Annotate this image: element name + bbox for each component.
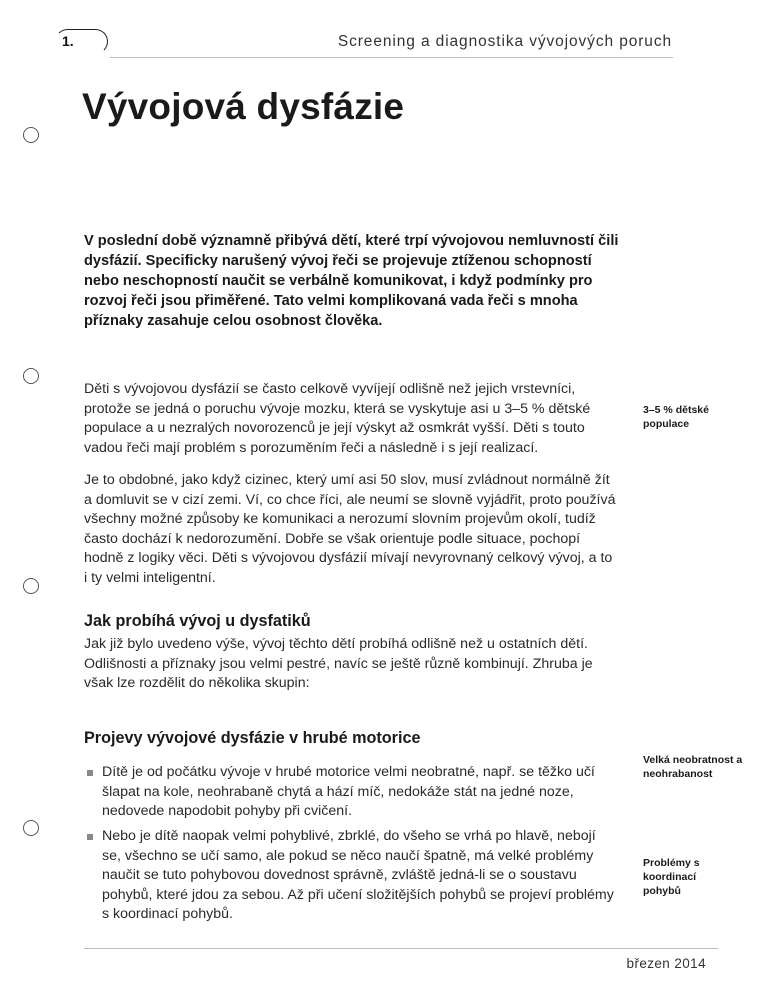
footer-date: březen 2014 — [626, 956, 706, 971]
binder-hole — [23, 820, 39, 836]
page-title: Vývojová dysfázie — [82, 86, 405, 127]
list-item — [84, 763, 614, 822]
body-paragraph: Děti s vývojovou dysfázií se často celkově vyvíjejí odlišně než jejich vrstevníci, protože se jedná o poruchu vývoje mozku, která se vyskytuje asi u 3–5 % dětské populace a u nezralých novorozenců je její výskyt až osmkrát vyšší. Děti s touto vadou řeči mají problém s porozuměním řeči a následně i s její realizací. — [84, 381, 591, 456]
margin-note: 3–5 % dětské populace — [643, 404, 709, 430]
section-heading: Projevy vývojové dysfázie v hrubé motorice — [84, 729, 421, 747]
section-heading: Jak probíhá vývoj u dysfatiků — [84, 612, 311, 630]
section-intro: Jak již bylo uvedeno výše, vývoj těchto dětí probíhá odlišně než u ostatních dětí. Odlišnosti a příznaky jsou velmi pestré, navíc se ještě různě kombinují. Zhruba je však lze rozdělit do několika skupin: — [84, 636, 593, 692]
binder-hole — [23, 368, 39, 384]
body-paragraph: Je to obdobné, jako když cizinec, který umí asi 50 slov, musí zvládnout normálně žít a domluvit se v cizí zemi. Ví, co chce říci, ale neumí se slovně vyjádřit, proto používá všechny možné způsoby ke komunikaci a nerozumí slovním projevům okolí, tudíž často dochází k nedorozumění. Dobře se však orientuje podle situace, pochopí hodně z logiky věci. Děti s vývojovou dysfázií mívají nevyrovnaný celkový vývoj, a to i ty velmi inteligentní. — [84, 472, 616, 586]
binder-hole — [23, 578, 39, 594]
list-item-text: Dítě je od počátku vývoje v hrubé motorice velmi neobratné, např. se těžko učí šlapat na kole, neohrabaně chytá a hází míč, nedokáže stát na jedné noze, nedovede napodobit pohyby při cvičení. — [102, 764, 595, 820]
margin-note: Problémy s koordinací pohybů — [643, 857, 700, 897]
list-item-text: Nebo je dítě naopak velmi pohyblivé, zbrklé, do všeho se vrhá po hlavě, nebojí se, všechno se učí samo, ale pokud se něco naučí špatně, má velké problémy naučit se tuto pohybovou dovednost správně, zvláště jedná-li se o soustavu pohybů, které jdou za sebou. Až při učení složitějších pohybů se projeví problémy s koordinací pohybů. — [102, 828, 614, 923]
bullet-square-icon — [87, 834, 93, 840]
header-divider — [110, 57, 673, 58]
bullet-square-icon — [87, 770, 93, 776]
footer-divider — [84, 948, 718, 949]
list-item — [84, 827, 614, 925]
running-header: Screening a diagnostika vývojových poruch — [337, 33, 672, 50]
lead-paragraph: V poslední době významně přibývá dětí, které trpí vývojovou nemluvností čili dysfázií. Specificky narušený vývoj řeči se projevuje ztíženou schopností nebo neschopností naučit se verbálně komunikovat, i když podmínky pro rozvoj řeči jsou přiměřené. Tato velmi komplikovaná vada řeči s mnoha příznaky zasahuje celou osobnost člověka. — [84, 233, 619, 329]
binder-hole — [23, 127, 39, 143]
chapter-number: 1. — [62, 33, 74, 49]
margin-note: Velká neobratnost a neohrabanost — [643, 754, 743, 780]
